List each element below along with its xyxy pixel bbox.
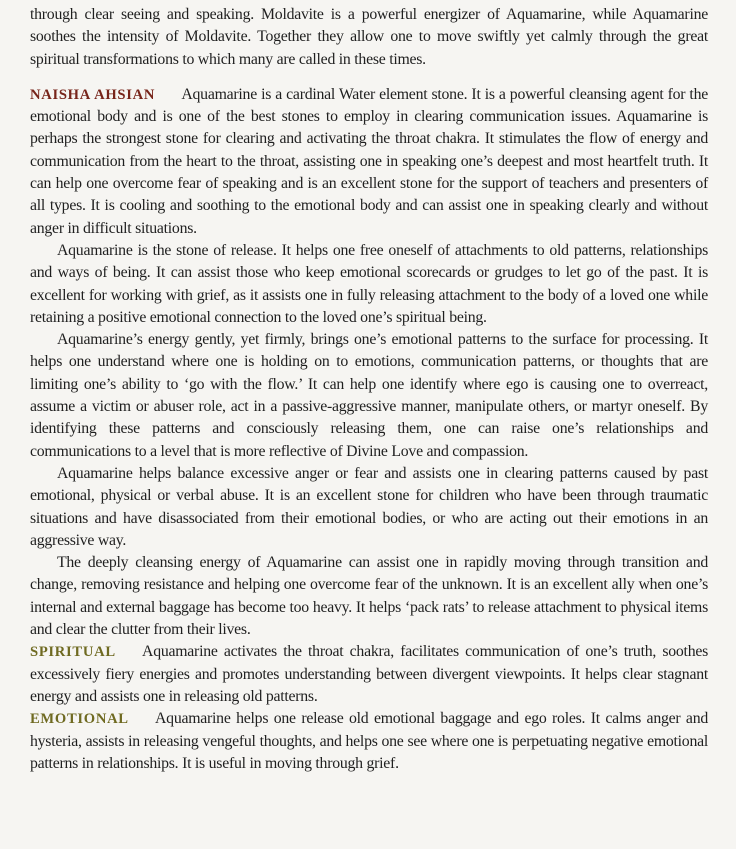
paragraph-moldavite-synergy: through clear seeing and speaking. Moldavite is a powerful energizer of Aquamarine, while Aquamarine soothes the intensity of Moldavite. Together they allow one to move swiftly yet calmly through the great spiritual transformations to which many are called in these times. — [30, 6, 708, 68]
paragraph-cleansing-transition: The deeply cleansing energy of Aquamarine can assist one in rapidly moving through transition and change, removing resistance and helping one overcome fear of the unknown. It is an excellent ally when one’s internal and external baggage has become too heavy. It helps ‘pack rats’ to release attachment to physical items and clear the clutter from their lives. — [30, 554, 708, 639]
paragraph-text-emotional: Aquamarine helps one release old emotional baggage and ego roles. It calms anger and hysteria, assists in releasing vengeful thoughts, and helps one see where one is perpetuating negative emotional patterns in relationships. It is useful in moving through grief. — [30, 710, 708, 772]
paragraph-text-cardinal-water-stone: Aquamarine is a cardinal Water element stone. It is a powerful cleansing agent for the emotional body and is one of the best stones to employ in clearing communication issues. Aquamarine is perhaps the strongest stone for clearing and activating the throat chakra. It stimulates the flow of energy and communication from the heart to the throat, assisting one in speaking one’s deepest and most heartfelt truth. It can help one overcome fear of speaking and is an excellent stone for the support of teachers and presenters of all types. It is cooling and soothing to the emotional body and can assist one in speaking clearly and without anger in difficult situations. — [30, 85, 708, 237]
paragraph-balance-anger-fear: Aquamarine helps balance excessive anger or fear and assists one in clearing patterns caused by past emotional, physical or verbal abuse. It is an excellent stone for children who have been through traumatic situations and have disassociated from their emotional bodies, or who are acting out their emotions in an aggressive way. — [30, 464, 708, 549]
paragraph-naisha-ahsian-intro — [30, 84, 708, 240]
section-heading-emotional: EMOTIONAL — [30, 711, 129, 728]
author-heading-naisha-ahsian: NAISHA AHSIAN — [30, 86, 156, 103]
paragraph-spiritual — [30, 641, 708, 708]
paragraph-emotional — [30, 708, 708, 775]
section-heading-spiritual: SPIRITUAL — [30, 644, 116, 661]
paragraph-stone-of-release: Aquamarine is the stone of release. It helps one free oneself of attachments to old patterns, relationships and ways of being. It can assist those who keep emotional scorecards or grudges to let go of the past. It is excellent for working with grief, as it assists one in fully releasing attachment to the body of a loved one while retaining a positive emotional connection to the loved one’s spiritual being. — [30, 241, 708, 326]
paragraph-emotional-patterns-surface: Aquamarine’s energy gently, yet firmly, brings one’s emotional patterns to the surface for processing. It helps one understand where one is holding on to emotions, communication patterns, or thoughts that are limiting one’s ability to ‘go with the flow.’ It can help one identify where ego is causing one to overreact, assume a victim or abuser role, act in a passive-aggressive manner, manipulate others, or martyr oneself. By identifying these patterns and consciously releasing them, one can raise one’s relationships and communications to a level that is more reflective of Divine Love and compassion. — [30, 331, 708, 460]
paragraph-text-spiritual: Aquamarine activates the throat chakra, facilitates communication of one’s truth, soothes excessively fiery energies and promotes understanding between divergent viewpoints. It helps clear stagnant energy and assists one in releasing old patterns. — [30, 643, 708, 705]
